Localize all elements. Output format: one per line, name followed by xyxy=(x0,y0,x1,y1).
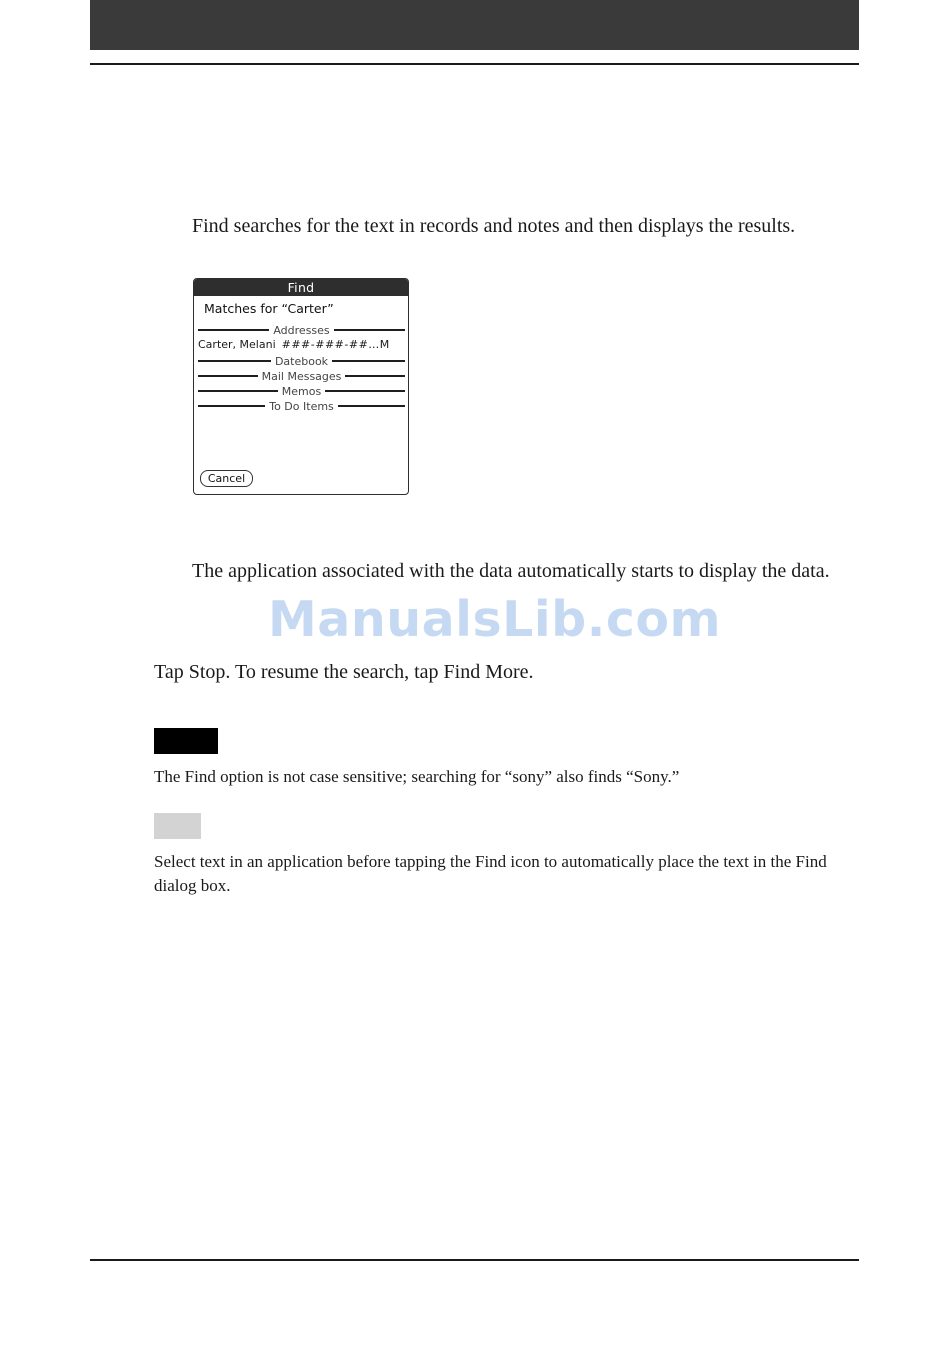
intro-paragraph: Find searches for the text in records and notes and then displays the results. xyxy=(192,215,796,237)
note-paragraph: The Find option is not case sensitive; searching for “sony” also finds “Sony.” xyxy=(154,767,680,786)
section-mail xyxy=(198,369,405,383)
section-todo xyxy=(198,399,405,413)
section-addresses xyxy=(198,323,405,337)
tip-paragraph: Select text in an application before tapping the Find icon to automatically place the text in the Find dialog box. xyxy=(154,852,827,895)
footer-rule xyxy=(90,1259,859,1261)
find-dialog-screenshot xyxy=(193,278,409,495)
section-label: Datebook xyxy=(274,354,329,368)
tip-label-box xyxy=(154,813,201,839)
section-label: To Do Items xyxy=(269,399,334,413)
header-rule xyxy=(90,63,859,65)
dialog-title: Find xyxy=(194,279,408,296)
section-memos xyxy=(198,384,405,398)
section-label: Addresses xyxy=(273,323,330,337)
header-bar xyxy=(90,0,859,50)
result-name: Carter, Melani xyxy=(198,338,276,351)
dialog-matches-heading: Matches for “Carter” xyxy=(204,301,334,316)
result-row xyxy=(198,338,406,351)
result-phone: ###-###-##…M xyxy=(281,338,390,351)
cancel-button: Cancel xyxy=(200,470,253,487)
note-label-box xyxy=(154,728,218,754)
section-label: Memos xyxy=(281,384,322,398)
section-datebook xyxy=(198,354,405,368)
section-label: Mail Messages xyxy=(261,369,342,383)
app-paragraph: The application associated with the data automatically starts to display the data. xyxy=(192,560,830,582)
stop-paragraph: Tap Stop. To resume the search, tap Find More. xyxy=(154,661,534,683)
watermark: ManualsLib.com xyxy=(268,591,722,648)
